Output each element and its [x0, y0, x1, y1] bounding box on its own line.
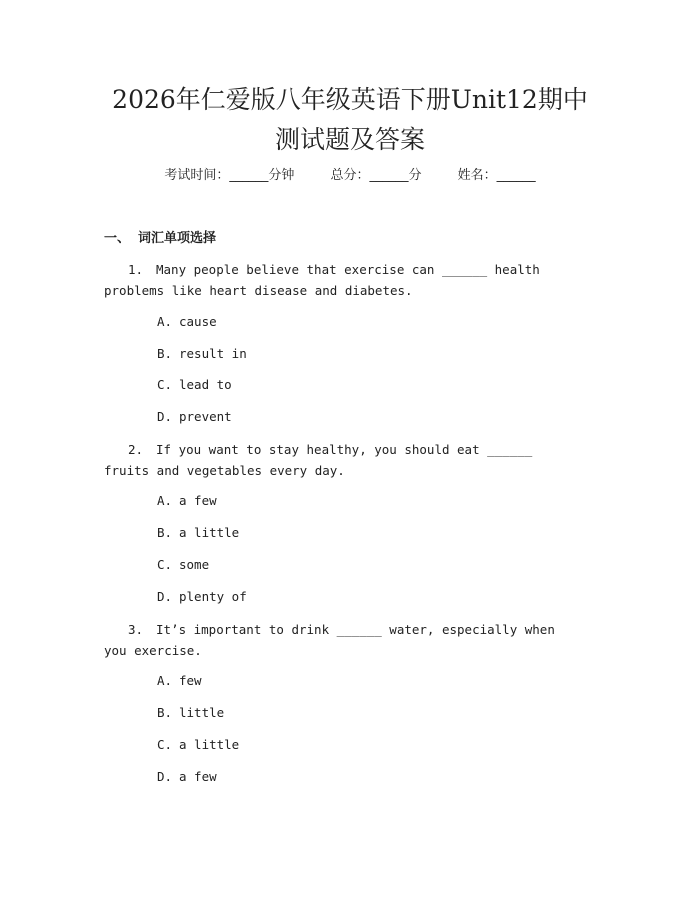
- option-text: lead to: [179, 377, 232, 392]
- question-1: [104, 259, 582, 301]
- option-letter: B.: [157, 525, 173, 540]
- option-letter: D.: [157, 589, 173, 604]
- option-text: little: [179, 705, 225, 720]
- option-text: prevent: [179, 409, 232, 424]
- option-text: a little: [179, 737, 240, 752]
- option-letter: A.: [157, 314, 173, 329]
- option-letter: C.: [157, 557, 173, 572]
- question-3: [104, 619, 582, 661]
- question-number: 1.: [128, 262, 144, 277]
- option-text: a few: [179, 493, 217, 508]
- question-text: Many people believe that exercise can ______ health problems like heart disease and diabetes.: [104, 262, 540, 298]
- question-3-option-c: [157, 735, 239, 755]
- option-letter: B.: [157, 705, 173, 720]
- question-number: 3.: [128, 622, 144, 637]
- total-score-field: 总分：______分: [330, 168, 422, 183]
- option-text: result in: [179, 346, 247, 361]
- exam-time-field: 考试时间：______分钟: [164, 168, 295, 183]
- question-1-option-c: [157, 375, 232, 395]
- section-title: 词汇单项选择: [138, 231, 217, 246]
- option-text: few: [179, 673, 202, 688]
- title-line-1: 2026年仁爱版八年级英语下册Unit12期中: [112, 85, 588, 114]
- option-text: plenty of: [179, 589, 247, 604]
- question-2-option-d: [157, 587, 247, 607]
- option-letter: D.: [157, 769, 173, 784]
- student-name-field: 姓名：______: [457, 168, 536, 183]
- question-2-option-c: [157, 555, 209, 575]
- exam-info-bar: [0, 166, 700, 186]
- question-number: 2.: [128, 442, 144, 457]
- option-text: a little: [179, 525, 240, 540]
- section-heading: [104, 229, 216, 249]
- option-letter: A.: [157, 493, 173, 508]
- option-text: cause: [179, 314, 217, 329]
- option-text: a few: [179, 769, 217, 784]
- question-text: If you want to stay healthy, you should eat ______ fruits and vegetables every day.: [104, 442, 533, 478]
- question-1-option-a: [157, 312, 217, 332]
- option-letter: A.: [157, 673, 173, 688]
- option-letter: B.: [157, 346, 173, 361]
- question-3-option-a: [157, 671, 202, 691]
- option-text: some: [179, 557, 210, 572]
- option-letter: C.: [157, 377, 173, 392]
- question-1-option-d: [157, 407, 232, 427]
- question-2-option-a: [157, 491, 217, 511]
- section-number: 一、: [104, 231, 131, 246]
- question-1-option-b: [157, 344, 247, 364]
- question-text: It’s important to drink ______ water, especially when you exercise.: [104, 622, 555, 658]
- option-letter: D.: [157, 409, 173, 424]
- question-3-option-b: [157, 703, 224, 723]
- title-line-2: 测试题及答案: [274, 125, 425, 154]
- question-3-option-d: [157, 767, 217, 787]
- question-2: [104, 439, 582, 481]
- option-letter: C.: [157, 737, 173, 752]
- document-title: [80, 80, 620, 160]
- question-2-option-b: [157, 523, 239, 543]
